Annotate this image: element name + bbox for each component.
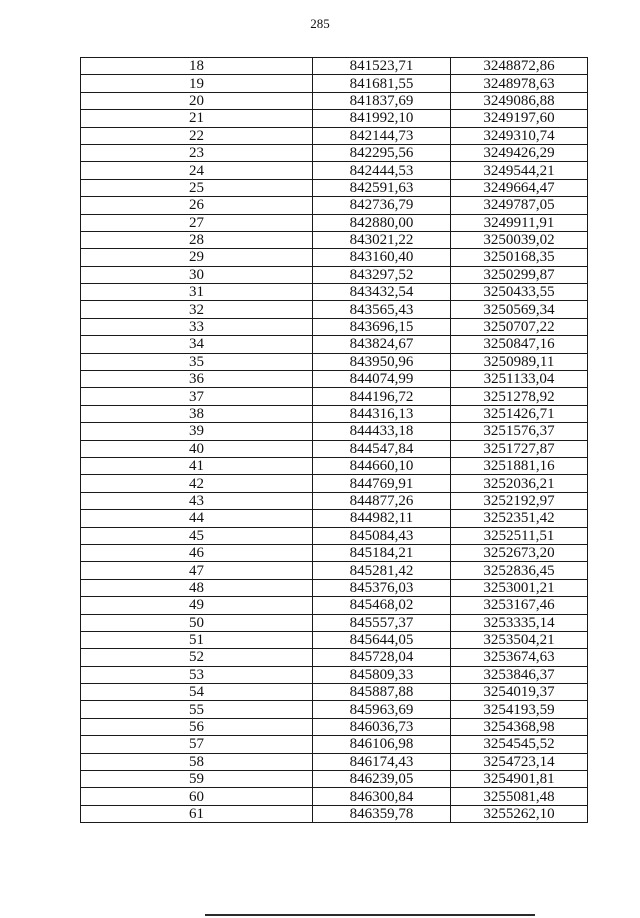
table-row (81, 631, 588, 648)
y-coordinate-cell: 3251133,04 (451, 371, 588, 388)
point-number-cell: 50 (81, 614, 313, 631)
x-coordinate-cell: 843021,22 (313, 231, 451, 248)
table-row (81, 771, 588, 788)
y-coordinate-cell: 3248872,86 (451, 58, 588, 75)
x-coordinate-cell: 843696,15 (313, 318, 451, 335)
table-row (81, 684, 588, 701)
table-row (81, 736, 588, 753)
table-row (81, 597, 588, 614)
table-row (81, 336, 588, 353)
x-coordinate-cell: 842444,53 (313, 162, 451, 179)
point-number-cell: 43 (81, 492, 313, 509)
y-coordinate-cell: 3251881,16 (451, 457, 588, 474)
table-row (81, 162, 588, 179)
y-coordinate-cell: 3249787,05 (451, 197, 588, 214)
x-coordinate-cell: 844769,91 (313, 475, 451, 492)
table-row (81, 788, 588, 805)
y-coordinate-cell: 3251278,92 (451, 388, 588, 405)
point-number-cell: 37 (81, 388, 313, 405)
x-coordinate-cell: 842295,56 (313, 144, 451, 161)
y-coordinate-cell: 3249310,74 (451, 127, 588, 144)
table-row (81, 249, 588, 266)
point-number-cell: 60 (81, 788, 313, 805)
x-coordinate-cell: 842591,63 (313, 179, 451, 196)
point-number-cell: 21 (81, 110, 313, 127)
y-coordinate-cell: 3251727,87 (451, 440, 588, 457)
table-row (81, 510, 588, 527)
point-number-cell: 28 (81, 231, 313, 248)
coordinates-table-body (81, 58, 588, 823)
point-number-cell: 61 (81, 805, 313, 822)
table-row (81, 75, 588, 92)
point-number-cell: 49 (81, 597, 313, 614)
point-number-cell: 31 (81, 284, 313, 301)
y-coordinate-cell: 3252673,20 (451, 544, 588, 561)
y-coordinate-cell: 3255081,48 (451, 788, 588, 805)
y-coordinate-cell: 3250168,35 (451, 249, 588, 266)
y-coordinate-cell: 3252192,97 (451, 492, 588, 509)
y-coordinate-cell: 3253335,14 (451, 614, 588, 631)
table-row (81, 127, 588, 144)
x-coordinate-cell: 845644,05 (313, 631, 451, 648)
x-coordinate-cell: 843432,54 (313, 284, 451, 301)
point-number-cell: 42 (81, 475, 313, 492)
y-coordinate-cell: 3251426,71 (451, 405, 588, 422)
table-row (81, 179, 588, 196)
y-coordinate-cell: 3250039,02 (451, 231, 588, 248)
x-coordinate-cell: 845376,03 (313, 579, 451, 596)
y-coordinate-cell: 3253167,46 (451, 597, 588, 614)
point-number-cell: 57 (81, 736, 313, 753)
table-row (81, 527, 588, 544)
point-number-cell: 20 (81, 92, 313, 109)
point-number-cell: 52 (81, 649, 313, 666)
point-number-cell: 35 (81, 353, 313, 370)
y-coordinate-cell: 3252511,51 (451, 527, 588, 544)
point-number-cell: 33 (81, 318, 313, 335)
table-row (81, 144, 588, 161)
y-coordinate-cell: 3249911,91 (451, 214, 588, 231)
table-row (81, 110, 588, 127)
point-number-cell: 34 (81, 336, 313, 353)
point-number-cell: 39 (81, 423, 313, 440)
bottom-rule (205, 914, 535, 916)
x-coordinate-cell: 845468,02 (313, 597, 451, 614)
point-number-cell: 18 (81, 58, 313, 75)
x-coordinate-cell: 844196,72 (313, 388, 451, 405)
table-row (81, 718, 588, 735)
table-row (81, 231, 588, 248)
table-row (81, 666, 588, 683)
point-number-cell: 19 (81, 75, 313, 92)
x-coordinate-cell: 841523,71 (313, 58, 451, 75)
coordinates-table (80, 57, 588, 823)
x-coordinate-cell: 845557,37 (313, 614, 451, 631)
table-row (81, 544, 588, 561)
y-coordinate-cell: 3254193,59 (451, 701, 588, 718)
x-coordinate-cell: 843565,43 (313, 301, 451, 318)
y-coordinate-cell: 3254723,14 (451, 753, 588, 770)
table-row (81, 805, 588, 822)
point-number-cell: 58 (81, 753, 313, 770)
x-coordinate-cell: 844547,84 (313, 440, 451, 457)
table-row (81, 614, 588, 631)
y-coordinate-cell: 3250299,87 (451, 266, 588, 283)
point-number-cell: 46 (81, 544, 313, 561)
y-coordinate-cell: 3252036,21 (451, 475, 588, 492)
point-number-cell: 59 (81, 771, 313, 788)
table-row (81, 492, 588, 509)
x-coordinate-cell: 845963,69 (313, 701, 451, 718)
y-coordinate-cell: 3249544,21 (451, 162, 588, 179)
y-coordinate-cell: 3254545,52 (451, 736, 588, 753)
table-row (81, 318, 588, 335)
y-coordinate-cell: 3253674,63 (451, 649, 588, 666)
point-number-cell: 30 (81, 266, 313, 283)
x-coordinate-cell: 843950,96 (313, 353, 451, 370)
y-coordinate-cell: 3251576,37 (451, 423, 588, 440)
point-number-cell: 41 (81, 457, 313, 474)
point-number-cell: 47 (81, 562, 313, 579)
x-coordinate-cell: 842736,79 (313, 197, 451, 214)
point-number-cell: 56 (81, 718, 313, 735)
table-row (81, 266, 588, 283)
table-row (81, 388, 588, 405)
x-coordinate-cell: 844660,10 (313, 457, 451, 474)
x-coordinate-cell: 845728,04 (313, 649, 451, 666)
x-coordinate-cell: 843824,67 (313, 336, 451, 353)
point-number-cell: 36 (81, 371, 313, 388)
x-coordinate-cell: 843297,52 (313, 266, 451, 283)
table-row (81, 457, 588, 474)
y-coordinate-cell: 3253504,21 (451, 631, 588, 648)
point-number-cell: 40 (81, 440, 313, 457)
x-coordinate-cell: 844982,11 (313, 510, 451, 527)
table-row (81, 353, 588, 370)
x-coordinate-cell: 846239,05 (313, 771, 451, 788)
y-coordinate-cell: 3254901,81 (451, 771, 588, 788)
table-row (81, 753, 588, 770)
table-row (81, 440, 588, 457)
y-coordinate-cell: 3248978,63 (451, 75, 588, 92)
x-coordinate-cell: 845281,42 (313, 562, 451, 579)
y-coordinate-cell: 3249197,60 (451, 110, 588, 127)
table-row (81, 701, 588, 718)
y-coordinate-cell: 3249664,47 (451, 179, 588, 196)
table-row (81, 371, 588, 388)
point-number-cell: 44 (81, 510, 313, 527)
point-number-cell: 23 (81, 144, 313, 161)
point-number-cell: 26 (81, 197, 313, 214)
point-number-cell: 32 (81, 301, 313, 318)
x-coordinate-cell: 843160,40 (313, 249, 451, 266)
point-number-cell: 54 (81, 684, 313, 701)
table-row (81, 562, 588, 579)
y-coordinate-cell: 3249086,88 (451, 92, 588, 109)
x-coordinate-cell: 844877,26 (313, 492, 451, 509)
point-number-cell: 45 (81, 527, 313, 544)
y-coordinate-cell: 3255262,10 (451, 805, 588, 822)
y-coordinate-cell: 3250847,16 (451, 336, 588, 353)
x-coordinate-cell: 846036,73 (313, 718, 451, 735)
y-coordinate-cell: 3252836,45 (451, 562, 588, 579)
x-coordinate-cell: 845809,33 (313, 666, 451, 683)
y-coordinate-cell: 3254368,98 (451, 718, 588, 735)
x-coordinate-cell: 844433,18 (313, 423, 451, 440)
y-coordinate-cell: 3254019,37 (451, 684, 588, 701)
x-coordinate-cell: 844316,13 (313, 405, 451, 422)
table-row (81, 214, 588, 231)
point-number-cell: 22 (81, 127, 313, 144)
y-coordinate-cell: 3252351,42 (451, 510, 588, 527)
x-coordinate-cell: 842880,00 (313, 214, 451, 231)
point-number-cell: 25 (81, 179, 313, 196)
x-coordinate-cell: 845084,43 (313, 527, 451, 544)
y-coordinate-cell: 3253846,37 (451, 666, 588, 683)
table-row (81, 423, 588, 440)
x-coordinate-cell: 845184,21 (313, 544, 451, 561)
x-coordinate-cell: 841681,55 (313, 75, 451, 92)
page-number: 285 (310, 16, 330, 31)
point-number-cell: 29 (81, 249, 313, 266)
y-coordinate-cell: 3250569,34 (451, 301, 588, 318)
x-coordinate-cell: 846359,78 (313, 805, 451, 822)
x-coordinate-cell: 841992,10 (313, 110, 451, 127)
y-coordinate-cell: 3253001,21 (451, 579, 588, 596)
point-number-cell: 27 (81, 214, 313, 231)
x-coordinate-cell: 846300,84 (313, 788, 451, 805)
point-number-cell: 38 (81, 405, 313, 422)
point-number-cell: 53 (81, 666, 313, 683)
point-number-cell: 24 (81, 162, 313, 179)
x-coordinate-cell: 845887,88 (313, 684, 451, 701)
y-coordinate-cell: 3250433,55 (451, 284, 588, 301)
table-row (81, 649, 588, 666)
point-number-cell: 48 (81, 579, 313, 596)
x-coordinate-cell: 844074,99 (313, 371, 451, 388)
table-row (81, 579, 588, 596)
x-coordinate-cell: 846106,98 (313, 736, 451, 753)
y-coordinate-cell: 3249426,29 (451, 144, 588, 161)
table-row (81, 92, 588, 109)
table-row (81, 197, 588, 214)
x-coordinate-cell: 846174,43 (313, 753, 451, 770)
point-number-cell: 51 (81, 631, 313, 648)
x-coordinate-cell: 841837,69 (313, 92, 451, 109)
table-row (81, 284, 588, 301)
table-row (81, 58, 588, 75)
table-row (81, 301, 588, 318)
y-coordinate-cell: 3250989,11 (451, 353, 588, 370)
point-number-cell: 55 (81, 701, 313, 718)
y-coordinate-cell: 3250707,22 (451, 318, 588, 335)
table-row (81, 475, 588, 492)
table-row (81, 405, 588, 422)
x-coordinate-cell: 842144,73 (313, 127, 451, 144)
